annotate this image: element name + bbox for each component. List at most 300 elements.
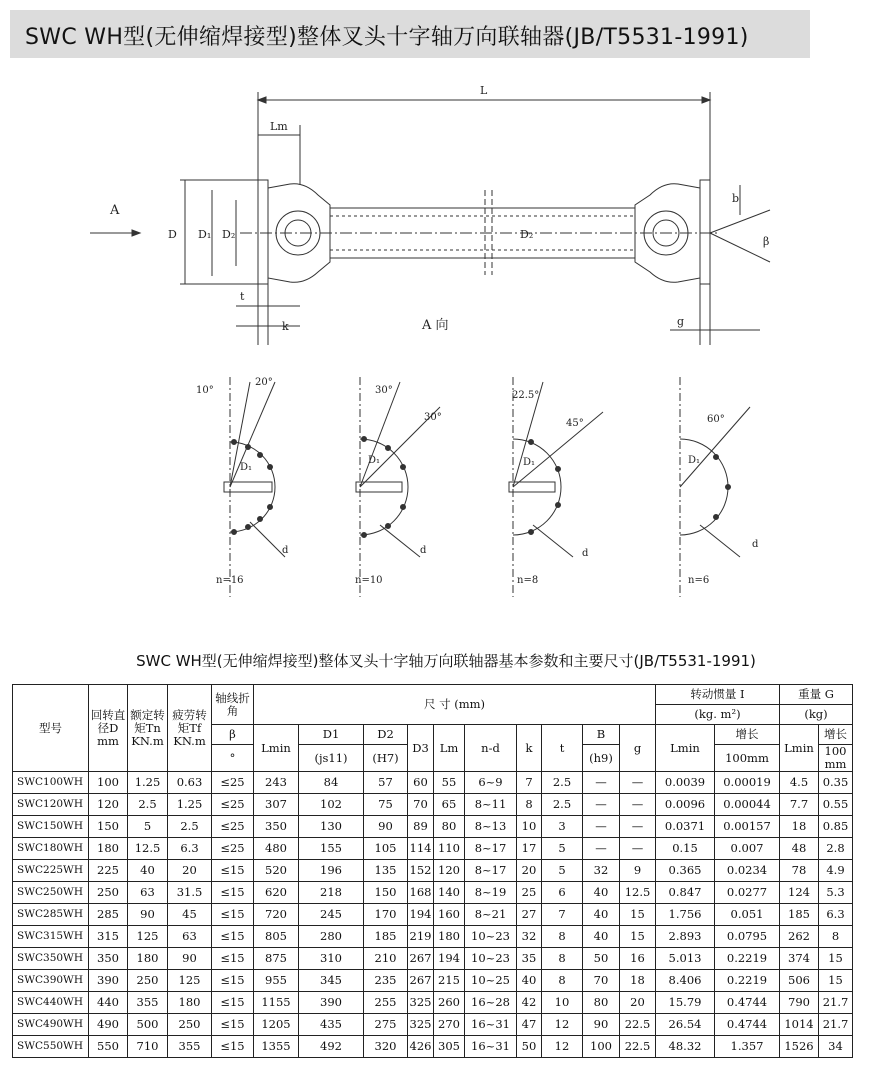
table-cell: 20 — [517, 860, 542, 882]
table-cell: 26.54 — [656, 1014, 715, 1036]
table-cell: 12 — [542, 1014, 583, 1036]
svg-text:30°: 30° — [424, 412, 442, 423]
table-cell: 355 — [128, 992, 168, 1014]
table-cell: ≤15 — [212, 992, 254, 1014]
table-cell: 194 — [408, 904, 434, 926]
table-cell: ≤25 — [212, 794, 254, 816]
flange-pattern-3 — [512, 390, 589, 586]
dim-g-label: g — [677, 315, 685, 328]
table-cell: 270 — [434, 1014, 465, 1036]
table-cell: — — [583, 816, 620, 838]
table-cell: 350 — [254, 816, 299, 838]
table-cell: 185 — [780, 904, 819, 926]
table-cell: 90 — [168, 948, 212, 970]
model-cell: SWC390WH — [13, 970, 89, 992]
table-cell: 120 — [89, 794, 128, 816]
model-cell: SWC490WH — [13, 1014, 89, 1036]
table-cell: 100 — [583, 1036, 620, 1058]
table-cell: 0.00019 — [715, 772, 780, 794]
model-cell: SWC250WH — [13, 882, 89, 904]
table-cell: 875 — [254, 948, 299, 970]
svg-text:n=8: n=8 — [517, 575, 539, 586]
table-cell: 114 — [408, 838, 434, 860]
header-lm: Lm — [434, 725, 465, 772]
header-weight-unit: (kg) — [780, 705, 853, 725]
table-cell: 350 — [89, 948, 128, 970]
table-cell: 6~9 — [465, 772, 517, 794]
table-cell: 0.85 — [819, 816, 853, 838]
table-cell: 10~25 — [465, 970, 517, 992]
model-cell: SWC285WH — [13, 904, 89, 926]
table-cell: 260 — [434, 992, 465, 1014]
table-cell: 8~21 — [465, 904, 517, 926]
table-cell: 80 — [434, 816, 465, 838]
table-cell: 47 — [517, 1014, 542, 1036]
table-cell: 40 — [583, 882, 620, 904]
spec-table — [12, 684, 853, 1058]
table-cell: 0.35 — [819, 772, 853, 794]
table-cell: — — [583, 772, 620, 794]
table-row — [13, 772, 853, 794]
table-row — [13, 794, 853, 816]
table-cell: 15 — [620, 904, 656, 926]
table-cell: 790 — [780, 992, 819, 1014]
table-cell: 4.9 — [819, 860, 853, 882]
table-cell: 6.3 — [819, 904, 853, 926]
model-cell: SWC315WH — [13, 926, 89, 948]
table-cell: 1.357 — [715, 1036, 780, 1058]
table-cell: 285 — [89, 904, 128, 926]
table-cell: ≤25 — [212, 772, 254, 794]
table-cell: 0.63 — [168, 772, 212, 794]
table-cell: 130 — [299, 816, 364, 838]
table-cell: 50 — [517, 1036, 542, 1058]
header-Tf: 疲劳转矩Tf KN.m — [168, 685, 212, 772]
table-row — [13, 904, 853, 926]
table-row — [13, 970, 853, 992]
header-d2-fit: (H7) — [364, 745, 408, 772]
table-cell: 16 — [620, 948, 656, 970]
table-cell: 0.365 — [656, 860, 715, 882]
header-Tn: 额定转矩Tn KN.m — [128, 685, 168, 772]
table-cell: 15 — [819, 948, 853, 970]
table-cell: 40 — [517, 970, 542, 992]
table-cell: 435 — [299, 1014, 364, 1036]
table-cell: 35 — [517, 948, 542, 970]
table-cell: — — [583, 794, 620, 816]
table-cell: 250 — [128, 970, 168, 992]
table-cell: 2.5 — [128, 794, 168, 816]
table-cell: ≤15 — [212, 1036, 254, 1058]
table-cell: 7.7 — [780, 794, 819, 816]
table-cell: 325 — [408, 1014, 434, 1036]
table-cell: 140 — [434, 882, 465, 904]
svg-text:20°: 20° — [255, 377, 273, 388]
table-cell: 280 — [299, 926, 364, 948]
table-cell: 48.32 — [656, 1036, 715, 1058]
table-cell: 20 — [168, 860, 212, 882]
table-cell: ≤15 — [212, 904, 254, 926]
table-row — [13, 948, 853, 970]
table-cell: 180 — [89, 838, 128, 860]
table-cell: 235 — [364, 970, 408, 992]
table-cell: 0.4744 — [715, 1014, 780, 1036]
table-cell: 0.15 — [656, 838, 715, 860]
svg-text:10°: 10° — [196, 385, 214, 396]
table-cell: ≤25 — [212, 838, 254, 860]
header-t: t — [542, 725, 583, 772]
table-cell: 32 — [583, 860, 620, 882]
table-cell: 0.4744 — [715, 992, 780, 1014]
table-cell: 8~17 — [465, 860, 517, 882]
table-cell: 267 — [408, 948, 434, 970]
header-weight-lmin: Lmin — [780, 725, 819, 772]
table-cell: 1.25 — [128, 772, 168, 794]
table-cell: ≤15 — [212, 860, 254, 882]
table-cell: 102 — [299, 794, 364, 816]
table-cell: 215 — [434, 970, 465, 992]
table-cell: 180 — [434, 926, 465, 948]
dim-D1-label: D₁ — [198, 228, 212, 241]
svg-text:30°: 30° — [375, 385, 393, 396]
header-d1: D1 — [299, 725, 364, 745]
table-cell: 805 — [254, 926, 299, 948]
svg-text:n=16: n=16 — [216, 575, 244, 586]
table-cell: 63 — [128, 882, 168, 904]
table-cell: 2.5 — [168, 816, 212, 838]
flange-pattern-4 — [688, 414, 759, 586]
table-cell: 620 — [254, 882, 299, 904]
dim-D2-label: D₂ — [222, 228, 236, 241]
table-cell: 243 — [254, 772, 299, 794]
svg-text:60°: 60° — [707, 414, 725, 425]
table-cell: 89 — [408, 816, 434, 838]
table-cell: 155 — [299, 838, 364, 860]
table-cell: 125 — [168, 970, 212, 992]
table-cell: 374 — [780, 948, 819, 970]
table-cell: 22.5 — [620, 1036, 656, 1058]
table-cell: 50 — [583, 948, 620, 970]
table-title: SWC WH型(无伸缩焊接型)整体叉头十字轴万向联轴器基本参数和主要尺寸(JB/T5531-1991) — [136, 652, 756, 670]
table-cell: 40 — [583, 904, 620, 926]
table-cell: 31.5 — [168, 882, 212, 904]
table-cell: 110 — [434, 838, 465, 860]
table-cell: 2.893 — [656, 926, 715, 948]
table-cell: 320 — [364, 1036, 408, 1058]
table-cell: 2.8 — [819, 838, 853, 860]
table-cell: 0.0039 — [656, 772, 715, 794]
table-cell: 0.2219 — [715, 970, 780, 992]
table-cell: 15 — [620, 926, 656, 948]
header-weight: 重量 G — [780, 685, 853, 705]
table-cell: 5 — [128, 816, 168, 838]
table-cell: 5 — [542, 838, 583, 860]
table-cell: ≤15 — [212, 970, 254, 992]
table-cell: 48 — [780, 838, 819, 860]
table-cell: 196 — [299, 860, 364, 882]
dim-t-label: t — [240, 290, 245, 303]
table-cell: 70 — [583, 970, 620, 992]
table-cell: — — [620, 794, 656, 816]
table-cell: 63 — [168, 926, 212, 948]
title-banner — [10, 10, 810, 58]
model-cell: SWC225WH — [13, 860, 89, 882]
table-cell: 0.2219 — [715, 948, 780, 970]
table-cell: 492 — [299, 1036, 364, 1058]
header-inertia-lmin: Lmin — [656, 725, 715, 772]
svg-text:D₁: D₁ — [688, 455, 701, 466]
header-d1-fit: (js11) — [299, 745, 364, 772]
table-cell: 12.5 — [128, 838, 168, 860]
table-cell: 21.7 — [819, 1014, 853, 1036]
table-cell: 34 — [819, 1036, 853, 1058]
table-cell: 180 — [168, 992, 212, 1014]
table-cell: 490 — [89, 1014, 128, 1036]
table-cell: 90 — [364, 816, 408, 838]
header-k: k — [517, 725, 542, 772]
table-cell: 0.0371 — [656, 816, 715, 838]
table-cell: 426 — [408, 1036, 434, 1058]
header-beta: β — [212, 725, 254, 745]
table-cell: ≤15 — [212, 1014, 254, 1036]
table-cell: 307 — [254, 794, 299, 816]
table-cell: 2.5 — [542, 794, 583, 816]
table-cell: 0.0234 — [715, 860, 780, 882]
table-cell: — — [620, 838, 656, 860]
table-cell: 45 — [168, 904, 212, 926]
table-cell: — — [620, 816, 656, 838]
table-row — [13, 992, 853, 1014]
table-cell: 210 — [364, 948, 408, 970]
table-cell: 10~23 — [465, 948, 517, 970]
table-cell: 0.0277 — [715, 882, 780, 904]
table-cell: ≤15 — [212, 948, 254, 970]
table-cell: 27 — [517, 904, 542, 926]
table-cell: 10~23 — [465, 926, 517, 948]
table-cell: 42 — [517, 992, 542, 1014]
table-cell: 3 — [542, 816, 583, 838]
svg-text:n=10: n=10 — [355, 575, 383, 586]
table-cell: 170 — [364, 904, 408, 926]
table-cell: 520 — [254, 860, 299, 882]
table-cell: 390 — [89, 970, 128, 992]
model-cell: SWC180WH — [13, 838, 89, 860]
header-d3: D3 — [408, 725, 434, 772]
table-cell: 32 — [517, 926, 542, 948]
table-row — [13, 860, 853, 882]
table-cell: 40 — [128, 860, 168, 882]
table-cell: 1014 — [780, 1014, 819, 1036]
table-cell: 390 — [299, 992, 364, 1014]
table-cell: 90 — [583, 1014, 620, 1036]
dim-D2-shaft-label: D₂ — [520, 228, 534, 241]
table-cell: 0.0096 — [656, 794, 715, 816]
table-cell: 8 — [542, 948, 583, 970]
table-cell: 440 — [89, 992, 128, 1014]
header-g: g — [620, 725, 656, 772]
table-cell: 506 — [780, 970, 819, 992]
view-arrow-A-label: A — [110, 203, 120, 218]
table-cell: 125 — [128, 926, 168, 948]
header-model: 型号 — [13, 685, 89, 772]
table-cell: 150 — [364, 882, 408, 904]
table-cell: 255 — [364, 992, 408, 1014]
table-cell: ≤15 — [212, 882, 254, 904]
table-cell: 25 — [517, 882, 542, 904]
table-cell: 480 — [254, 838, 299, 860]
svg-text:d: d — [752, 539, 759, 550]
table-cell: 245 — [299, 904, 364, 926]
table-cell: 185 — [364, 926, 408, 948]
table-cell: 305 — [434, 1036, 465, 1058]
table-cell: 80 — [583, 992, 620, 1014]
table-cell: 18 — [620, 970, 656, 992]
table-cell: 120 — [434, 860, 465, 882]
table-cell: 8 — [819, 926, 853, 948]
dim-b-label: b — [732, 192, 740, 205]
table-cell: 355 — [168, 1036, 212, 1058]
header-dimensions: 尺 寸 (mm) — [254, 685, 656, 725]
header-d2: D2 — [364, 725, 408, 745]
table-cell: 0.051 — [715, 904, 780, 926]
table-cell: 710 — [128, 1036, 168, 1058]
header-inertia: 转动惯量 I — [656, 685, 780, 705]
table-cell: 8~13 — [465, 816, 517, 838]
table-cell: 7 — [517, 772, 542, 794]
svg-text:d: d — [282, 545, 289, 556]
table-cell: 22.5 — [620, 1014, 656, 1036]
table-cell: 8 — [542, 970, 583, 992]
header-beta-unit: ° — [212, 745, 254, 772]
table-cell: 10 — [517, 816, 542, 838]
header-angle: 轴线折角 — [212, 685, 254, 725]
page-title: SWC WH型(无伸缩焊接型)整体叉头十字轴万向联轴器(JB/T5531-1991) — [25, 25, 749, 50]
table-cell: 8.406 — [656, 970, 715, 992]
table-cell: 1355 — [254, 1036, 299, 1058]
table-cell: — — [620, 772, 656, 794]
dim-Lm-label: Lm — [270, 120, 288, 133]
table-cell: 250 — [168, 1014, 212, 1036]
table-cell: 150 — [89, 816, 128, 838]
table-cell: ≤25 — [212, 816, 254, 838]
table-cell: 40 — [583, 926, 620, 948]
table-row — [13, 1036, 853, 1058]
table-cell: 105 — [364, 838, 408, 860]
header-inertia-increase-unit: 100mm — [715, 745, 780, 772]
table-cell: 1155 — [254, 992, 299, 1014]
table-cell: 325 — [408, 992, 434, 1014]
dim-L-label: L — [480, 84, 488, 97]
table-cell: 17 — [517, 838, 542, 860]
table-cell: 152 — [408, 860, 434, 882]
table-cell: 550 — [89, 1036, 128, 1058]
header-lmin: Lmin — [254, 725, 299, 772]
view-A-caption: A 向 — [422, 318, 449, 333]
svg-text:D₁: D₁ — [240, 462, 253, 473]
table-cell: 1.25 — [168, 794, 212, 816]
flange-pattern-2 — [355, 385, 442, 586]
table-cell: 90 — [128, 904, 168, 926]
table-cell: 12 — [542, 1036, 583, 1058]
table-cell: 18 — [780, 816, 819, 838]
header-D: 回转直径D mm — [89, 685, 128, 772]
dim-D-label: D — [168, 228, 177, 241]
table-cell: 8 — [542, 926, 583, 948]
header-B: B — [583, 725, 620, 745]
table-cell: 15 — [819, 970, 853, 992]
table-cell: 219 — [408, 926, 434, 948]
table-header-row-1 — [13, 685, 853, 705]
table-body — [13, 772, 853, 1058]
table-cell: 55 — [434, 772, 465, 794]
table-cell: 8~17 — [465, 838, 517, 860]
table-cell: 75 — [364, 794, 408, 816]
table-cell: 225 — [89, 860, 128, 882]
header-nd: n-d — [465, 725, 517, 772]
table-cell: 78 — [780, 860, 819, 882]
svg-text:D₁: D₁ — [523, 457, 536, 468]
header-inertia-unit: (kg. m²) — [656, 705, 780, 725]
table-cell: 5.3 — [819, 882, 853, 904]
table-cell: 310 — [299, 948, 364, 970]
model-cell: SWC350WH — [13, 948, 89, 970]
table-cell: 315 — [89, 926, 128, 948]
table-cell: 60 — [408, 772, 434, 794]
table-cell: 65 — [434, 794, 465, 816]
table-cell: 250 — [89, 882, 128, 904]
table-cell: 124 — [780, 882, 819, 904]
table-cell: 345 — [299, 970, 364, 992]
table-cell: 955 — [254, 970, 299, 992]
table-cell: 4.5 — [780, 772, 819, 794]
svg-text:d: d — [582, 548, 589, 559]
dim-beta-label: β — [763, 235, 770, 248]
table-cell: 2.5 — [542, 772, 583, 794]
table-cell: 135 — [364, 860, 408, 882]
table-cell: 0.847 — [656, 882, 715, 904]
table-cell: 57 — [364, 772, 408, 794]
table-cell: 15.79 — [656, 992, 715, 1014]
table-row — [13, 838, 853, 860]
table-cell: 100 — [89, 772, 128, 794]
table-cell: 720 — [254, 904, 299, 926]
model-cell: SWC120WH — [13, 794, 89, 816]
table-cell: 500 — [128, 1014, 168, 1036]
table-row — [13, 926, 853, 948]
table-cell: 0.007 — [715, 838, 780, 860]
table-cell: ≤15 — [212, 926, 254, 948]
table-cell: 1.756 — [656, 904, 715, 926]
table-cell: — — [583, 838, 620, 860]
table-cell: 5 — [542, 860, 583, 882]
header-weight-increase: 增长 — [819, 725, 853, 745]
table-cell: 5.013 — [656, 948, 715, 970]
table-cell: 0.00157 — [715, 816, 780, 838]
dim-k-label: k — [282, 320, 289, 333]
table-cell: 6.3 — [168, 838, 212, 860]
table-row — [13, 882, 853, 904]
table-cell: 6 — [542, 882, 583, 904]
table-cell: 8~11 — [465, 794, 517, 816]
svg-text:D₁: D₁ — [368, 455, 381, 466]
table-cell: 262 — [780, 926, 819, 948]
header-B-fit: (h9) — [583, 745, 620, 772]
model-cell: SWC100WH — [13, 772, 89, 794]
table-cell: 180 — [128, 948, 168, 970]
table-cell: 16~31 — [465, 1036, 517, 1058]
table-cell: 8 — [517, 794, 542, 816]
table-cell: 9 — [620, 860, 656, 882]
